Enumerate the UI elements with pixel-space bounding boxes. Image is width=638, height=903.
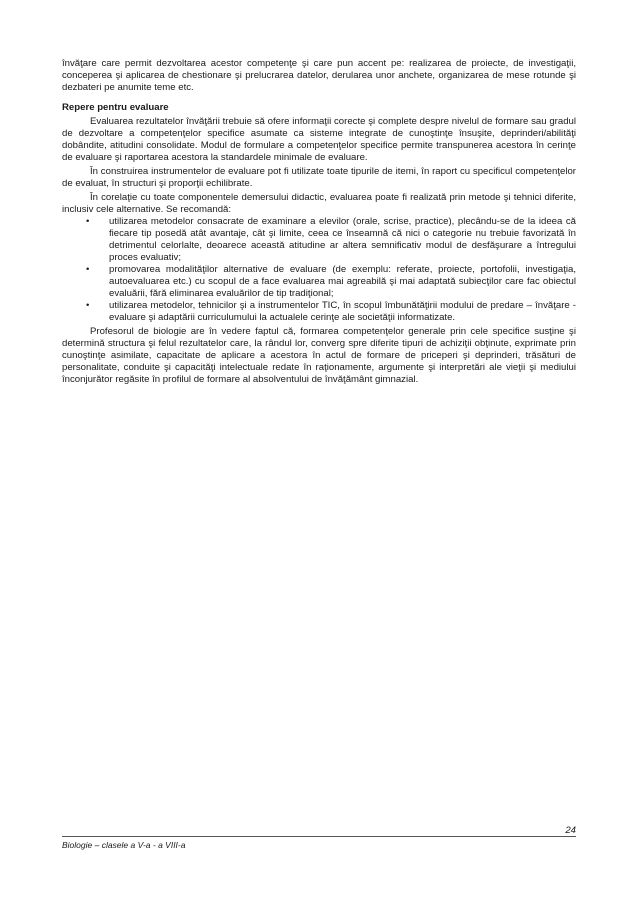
- paragraph-4: Profesorul de biologie are în vedere faptul că, formarea competenţelor generale prin cele specifice susţine şi determină structura şi felul rezultatelor care, la rândul lor, converg spre diferite tipuri de achiziţii obţinute, exprimate prin cunoştinţe asimilate, capacitate de aplicare a acestora în actul de formare de priceperi şi deprinderi, trăsături de personalitate, conduite şi capacităţi intelectuale redate în raţionamente, argumente şi interpretări ale vieţii şi mediului înconjurător regăsite în profilul de formare al absolventului de învăţământ gimnazial.: [62, 326, 576, 385]
- list-item-text: utilizarea metodelor consacrate de examinare a elevilor (orale, scrise, practice), plecându-se de la ideea că fiecare tip posedă atât avantaje, cât şi limite, ceea ce înseamnă că nici o categorie nu trebuie favorizată în detrimentul celorlalte, deoarece această atitudine ar altera semnificativ modul de desfăşurare a întregului proces evaluativ;: [109, 216, 576, 263]
- list-item: [62, 264, 576, 300]
- list-item-text: utilizarea metodelor, tehnicilor şi a instrumentelor TIC, în scopul îmbunătăţirii modului de predare – învăţare - evaluare şi adaptării curriculumului la actualele cerinţe ale societăţii informatizate.: [109, 300, 576, 323]
- section-heading: Repere pentru evaluare: [62, 102, 169, 113]
- footer-title: Biologie – clasele a V-a - a VIII-a: [62, 840, 186, 850]
- paragraph-2: În construirea instrumentelor de evaluare pot fi utilizate toate tipurile de itemi, în raport cu specificul competenţelor de evaluat, în structuri şi proporţii echilibrate.: [62, 166, 576, 189]
- paragraph-3: În corelaţie cu toate componentele demersului didactic, evaluarea poate fi realizată prin metode şi tehnici diferite, inclusiv cele alternative. Se recomandă:: [62, 192, 576, 215]
- list-item: [62, 300, 576, 324]
- document-body: [62, 58, 576, 386]
- intro-paragraph: învăţare care permit dezvoltarea acestor competenţe şi care pun accent pe: realizarea de proiecte, de investigaţii, conceperea şi aplicarea de chestionare şi prelucrarea datelor, derularea unor anchete, organizarea de mese rotunde şi dezbateri pe anumite teme etc.: [62, 58, 576, 93]
- list-item: [62, 216, 576, 264]
- recommendation-list: [62, 216, 576, 324]
- bullet-icon: •: [86, 264, 90, 275]
- paragraph-1: Evaluarea rezultatelor învăţării trebuie să ofere informaţii corecte şi complete despre nivelul de formare sau gradul de dezvoltare a competenţelor specifice asumate ca sisteme integrate de cunoştinţe însuşite, deprinderi/abilităţi dobândite, atitudini consolidate. Modul de formulare a competenţelor specifice permite transpunerea acestora în cerinţe de evaluare şi raportarea acestora la standardele minimale de evaluare.: [62, 116, 576, 163]
- footer-divider: [62, 836, 576, 837]
- bullet-icon: •: [86, 300, 90, 311]
- list-item-text: promovarea modalităţilor alternative de evaluare (de exemplu: referate, proiecte, portofolii, investigaţia, autoevaluarea etc.) cu scopul de a face evaluarea mai agreabilă şi mai adaptată subiecţilor care fac obiectul evaluării, fără eliminarea evaluărilor de tip tradiţional;: [109, 264, 576, 299]
- bullet-icon: •: [86, 216, 90, 227]
- page-number: 24: [565, 825, 576, 836]
